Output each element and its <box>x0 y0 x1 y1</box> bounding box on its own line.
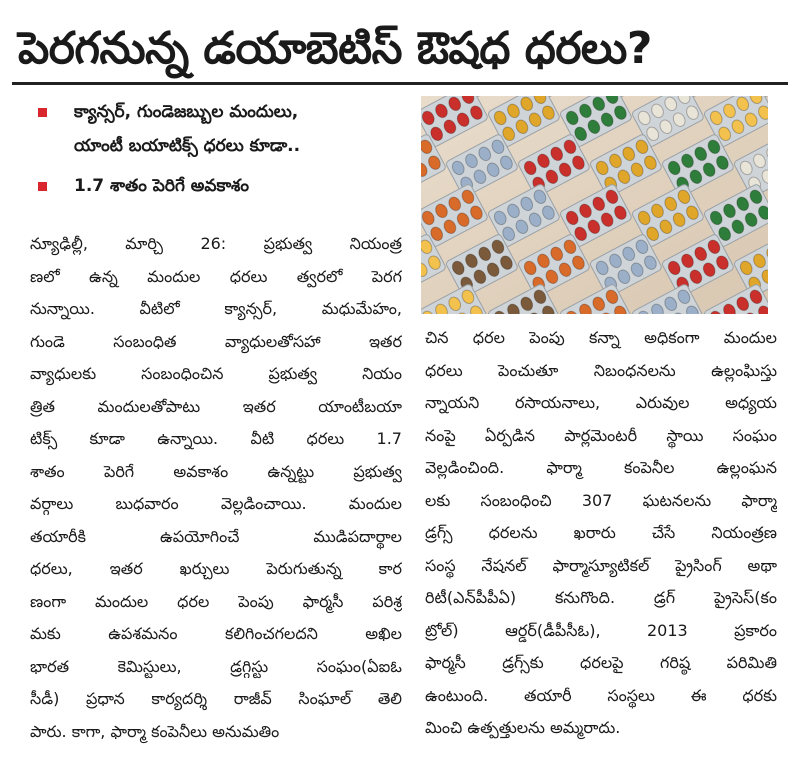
body-line: ధరలు, ఇతర ఖర్చులు పెరుగుతున్న కార <box>30 559 402 578</box>
highlights <box>34 95 409 209</box>
body-line: ణంగా మందుల ధరల పెంపు ఫార్మసీ పరిశ్ర <box>30 591 402 611</box>
body-line: వ్యాధులకు సంబంధించిన ప్రభుత్వ నియం <box>30 364 402 383</box>
body-line: వెల్లడించింది. ఫార్మా కంపెనీల ఉల్లంఘన <box>425 458 777 477</box>
bullet-square-icon <box>38 182 47 191</box>
bullet-square-icon <box>38 108 47 117</box>
medicine-blister-packs-image <box>421 96 768 314</box>
highlight-item <box>34 169 409 203</box>
body-line: ణలో ఉన్న మందుల ధరలు త్వరలో పెరగ <box>30 266 402 286</box>
body-line: నున్నాయి. వీటిలో క్యాన్సర్, మధుమేహం, <box>30 299 402 318</box>
body-line: లకు సంబంధించి 307 ఘటనలను ఫార్మా <box>425 490 777 510</box>
body-line: ట్రోల్) ఆర్డర్(డీపీసీఓ), 2013 ప్రకారం <box>425 620 777 640</box>
highlight-item <box>34 95 409 163</box>
body-line: మకు ఉపశమనం కలిగించగలదని అఖిల <box>30 624 402 643</box>
body-line: వర్గాలు బుధవారం వెల్లడించాయి. మందుల <box>30 494 402 513</box>
body-line: న్నాయని రసాయనాలు, ఎరువుల అధ్యయ <box>425 393 777 412</box>
body-line: డ్రగ్స్ ధరలను ఖరారు చేసే నియంత్రణ <box>425 523 777 542</box>
body-line: టిక్స్ కూడా ఉన్నాయి. వీటి ధరలు 1.7 <box>30 429 402 448</box>
body-line: చిన ధరల పెంపు కన్నా అధికంగా మందుల <box>425 328 777 347</box>
article-column-left <box>30 228 402 748</box>
body-line: నంపై ఏర్పడిన పార్లమెంటరీ స్థాయి సంఘం <box>425 425 777 445</box>
body-line: ధరలు పెంచుతూ నిబంధనలను ఉల్లంఘిస్తు <box>425 360 777 380</box>
body-line: సీడీ) ప్రధాన కార్యదర్శి రాజీవ్ సింఘాల్ తెలి <box>30 689 402 708</box>
body-line: మించి ఉత్పత్తులను అమ్మరాదు. <box>425 718 621 737</box>
pills-photo <box>421 96 768 314</box>
body-line: తయారీకి ఉపయోగించే ముడిపదార్థాల <box>30 526 402 546</box>
highlight-text: క్యాన్సర్, గుండెజబ్బుల మందులు, యాంటీ బయాటిక్స్ ధరలు కూడా.. <box>74 102 301 156</box>
headline: పెరగనున్న డయాబెటిస్ ఔషధ ధరలు? <box>18 23 652 74</box>
body-line: భారత కెమిస్టులు, డ్రగ్గిస్టు సంఘం(ఏఐఓ <box>30 656 402 676</box>
body-line: రిటీ(ఎన్‌పీపీఏ) కనుగొంది. డ్రగ్ ప్రైసెస్(కం <box>425 588 777 607</box>
body-line: ఫార్మసీ డ్రగ్స్‌కు ధరలపై గరిష్ఠ పరిమితి <box>425 653 777 672</box>
body-line: త్రిత మందులతోపాటు ఇతర యాంటీబయా <box>30 396 402 416</box>
body-line: సంస్థ నేషనల్ ఫార్మాస్యూటికల్ ప్రైసింగ్ అథా <box>425 555 777 575</box>
body-line: పారు. కాగా, ఫార్మా కంపెనీలు అనుమతిం <box>30 721 280 741</box>
headline-rule <box>12 82 788 85</box>
body-line: గుండె సంబంధిత వ్యాధులతోసహా ఇతర <box>30 331 402 351</box>
body-line: శాతం పెరిగే అవకాశం ఉన్నట్టు ప్రభుత్వ <box>30 461 402 481</box>
article-column-right <box>425 322 777 745</box>
highlight-text: 1.7 శాతం పెరిగే అవకాశం <box>74 176 250 196</box>
body-line: ఉంటుంది. తయారీ సంస్థలు ఈ ధరకు <box>425 685 777 705</box>
body-line: న్యూఢిల్లీ, మార్చి 26: ప్రభుత్వ నియంత్ర <box>30 234 402 253</box>
